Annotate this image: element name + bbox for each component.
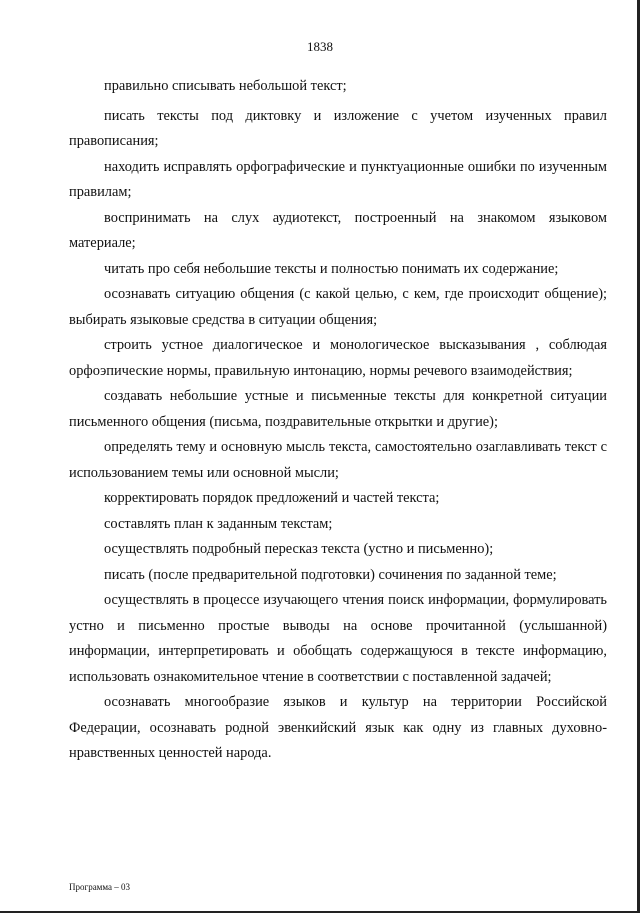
paragraph: находить исправлять орфографические и пунктуационные ошибки по изученным правилам; [69,158,607,200]
paragraph: писать тексты под диктовку и изложение с учетом изученных правил правописания; [69,107,607,149]
paragraph: составлять план к заданным текстам; [104,515,333,532]
paragraph: воспринимать на слух аудиотекст, построенный на знакомом языковом материале; [69,209,607,251]
paragraph: осознавать многообразие языков и культур на территории Российской Федерации, осознавать родной эвенкийский язык как одну из главных духовно-нравственных ценностей народа. [69,694,607,761]
paragraph: осуществлять подробный пересказ текста (устно и письменно); [104,541,494,557]
paragraph: корректировать порядок предложений и частей текста; [104,490,440,506]
paragraph: создавать небольшие устные и письменные тексты для конкретной ситуации письменного общения (письма, поздравительные открытки и другие); [69,388,607,430]
paragraph: писать (после предварительной подготовки) сочинения по заданной теме; [104,566,557,583]
paragraph: определять тему и основную мысль текста, самостоятельно озаглавливать текст с использованием темы или основной мысли; [69,439,607,481]
paragraph: строить устное диалогическое и монологическое высказывания , соблюдая орфоэпические нормы, правильную интонацию, нормы речевого взаимодействия; [69,337,607,379]
paragraph: осуществлять в процессе изучающего чтения поиск информации, формулировать устно и письменно простые выводы на основе прочитанной (услышанной) информации, интерпретировать и обобщать содержащуюся в тексте информацию, использовать ознакомительное чтение в соответствии с поставленной задачей; [69,592,607,685]
body-text [69,74,607,767]
paragraph: правильно списывать небольшой текст; [104,78,347,94]
paragraph: читать про себя небольшие тексты и полностью понимать их содержание; [104,260,559,277]
paragraph: осознавать ситуацию общения (с какой целью, с кем, где происходит общение); выбирать языковые средства в ситуации общения; [69,286,607,328]
page-number: 1838 [307,39,333,54]
footer-program-code: Программа – 03 [69,882,131,892]
